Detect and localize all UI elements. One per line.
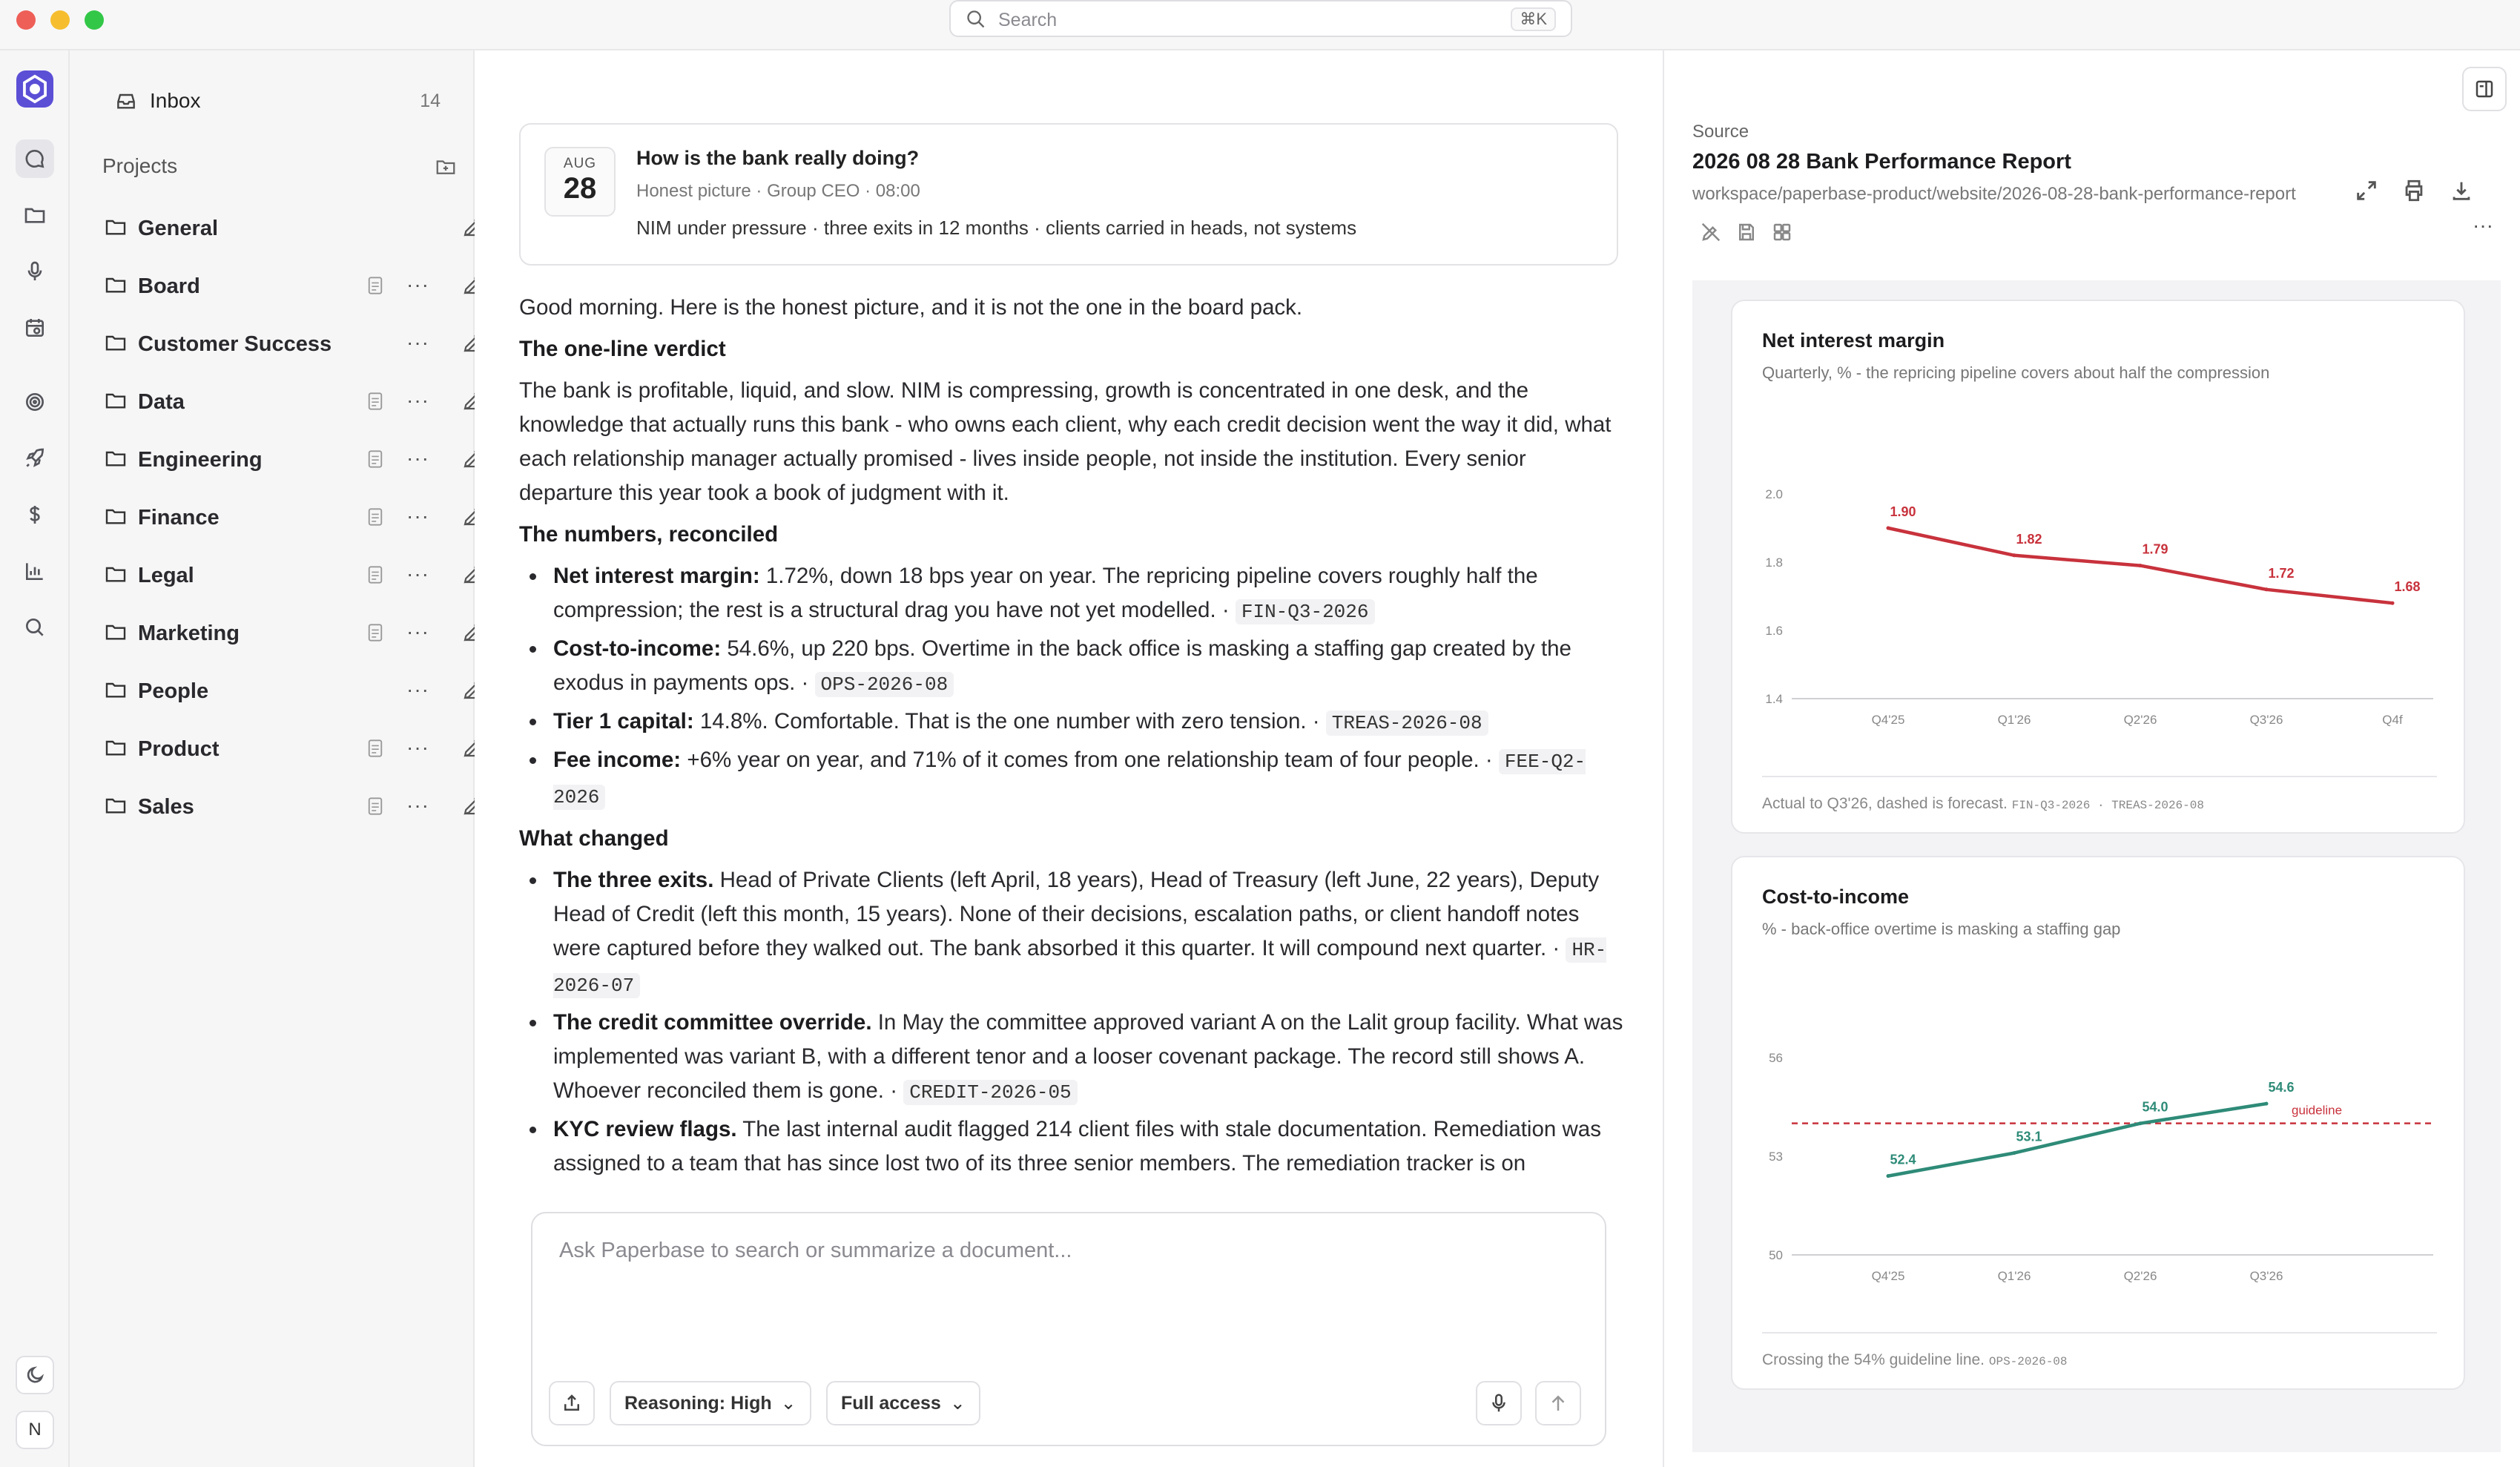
rail-goals[interactable] bbox=[16, 383, 54, 421]
more-options-icon[interactable]: ··· bbox=[406, 678, 429, 701]
item-label: Fee income: bbox=[553, 748, 682, 772]
nim-chart-card bbox=[1731, 300, 2465, 834]
chart-subtitle: Quarterly, % - the repricing pipeline covers about half the compression bbox=[1762, 363, 2270, 382]
app-logo[interactable] bbox=[16, 70, 54, 108]
document-icon bbox=[366, 797, 384, 816]
chart-title: Net interest margin bbox=[1762, 329, 1945, 352]
date-badge bbox=[544, 147, 616, 217]
y-tick-label: 2.0 bbox=[1765, 487, 1783, 501]
y-tick-label: 56 bbox=[1769, 1051, 1783, 1065]
folder-icon bbox=[104, 736, 128, 759]
list-item bbox=[519, 863, 1624, 1003]
data-point bbox=[2139, 1121, 2143, 1125]
folder-item[interactable] bbox=[104, 436, 452, 481]
projects-sidebar bbox=[70, 50, 475, 1467]
folder-item[interactable] bbox=[104, 610, 452, 654]
card-title: How is the bank really doing? bbox=[636, 147, 920, 169]
moon-icon bbox=[23, 1363, 47, 1387]
item-label: The three exits. bbox=[553, 868, 714, 892]
rail-folders[interactable] bbox=[16, 196, 54, 234]
citation-code[interactable]: CREDIT-2026-05 bbox=[903, 1080, 1077, 1105]
citation-code[interactable]: HR-2026-07 bbox=[553, 939, 1607, 997]
date-day: 28 bbox=[563, 172, 597, 205]
more-options-icon[interactable]: ··· bbox=[406, 794, 429, 817]
more-options-icon[interactable]: ··· bbox=[406, 446, 429, 469]
list-item bbox=[519, 632, 1624, 702]
inbox-item[interactable] bbox=[114, 86, 441, 116]
numbers-heading: The numbers, reconciled bbox=[519, 522, 779, 547]
search-placeholder: Search bbox=[998, 10, 1058, 30]
more-options-icon[interactable]: ··· bbox=[406, 736, 429, 759]
item-label: The credit committee override. bbox=[553, 1010, 872, 1035]
data-label: 1.72 bbox=[2268, 565, 2295, 581]
data-point bbox=[2265, 1102, 2269, 1106]
data-point bbox=[1887, 527, 1890, 530]
chat-area bbox=[475, 50, 1663, 1467]
numbers-list bbox=[519, 559, 1624, 814]
chart-divider bbox=[1762, 1332, 2437, 1334]
data-label: 54.6 bbox=[2268, 1080, 2295, 1095]
folder-label: People bbox=[138, 679, 209, 703]
data-point bbox=[2013, 553, 2016, 557]
item-text: In May the committee approved variant A on the Lalit group facility. What was implemented was variant B, with a different tenor and a looser covenant package. The record still shows A. Whoever reconciled them is gone. · bbox=[553, 1010, 1623, 1103]
folder-icon bbox=[104, 331, 128, 355]
search-shortcut: ⌘K bbox=[1511, 7, 1556, 31]
more-options-icon[interactable]: ··· bbox=[406, 389, 429, 412]
folder-item[interactable] bbox=[104, 263, 452, 307]
card-subtitle: Honest picture · Group CEO · 08:00 bbox=[636, 181, 920, 201]
chevron-down-icon: ⌄ bbox=[949, 1393, 966, 1414]
folder-icon bbox=[104, 620, 128, 644]
minimize-window-button[interactable] bbox=[50, 10, 70, 30]
rail-calendar[interactable] bbox=[16, 309, 54, 347]
list-item bbox=[519, 1112, 1624, 1181]
folder-label: Customer Success bbox=[138, 332, 332, 356]
source-panel bbox=[1663, 50, 2520, 1467]
magnifier-icon bbox=[23, 616, 47, 639]
access-label: Full access bbox=[841, 1393, 941, 1414]
greeting: Good morning. Here is the honest picture, and it is not the one in the board pack. bbox=[519, 295, 1303, 320]
more-options-icon[interactable]: ··· bbox=[406, 504, 429, 527]
item-text: Head of Private Clients (left April, 18 years), Head of Treasury (left June, 22 years), Deputy Head of Credit (left this month, 15 years). None of their decisions, escalation paths, or client handoff notes were captured before they walked out. The bank absorbed it this quarter. It will compound next quarter. · bbox=[553, 868, 1600, 960]
document-icon bbox=[366, 449, 384, 469]
folder-label: Legal bbox=[138, 564, 194, 587]
rail-launch[interactable] bbox=[16, 439, 54, 478]
document-icon bbox=[366, 623, 384, 642]
data-label: 53.1 bbox=[2016, 1129, 2042, 1144]
search-icon bbox=[966, 9, 986, 30]
item-text: 14.8%. Comfortable. That is the one number with zero tension. · bbox=[693, 709, 1326, 734]
changed-heading: What changed bbox=[519, 826, 669, 851]
footnote-codes: FIN-Q3-2026 · TREAS-2026-08 bbox=[2011, 799, 2204, 812]
guideline-label: guideline bbox=[2292, 1103, 2343, 1118]
data-point bbox=[2013, 1151, 2016, 1155]
card-summary: NIM under pressure · three exits in 12 months · clients carried in heads, not systems bbox=[636, 217, 1357, 239]
folder-item[interactable] bbox=[104, 494, 452, 538]
more-options-icon[interactable]: ··· bbox=[406, 562, 429, 585]
item-label: Cost-to-income: bbox=[553, 636, 722, 661]
folder-label: Finance bbox=[138, 506, 220, 530]
data-point bbox=[2139, 564, 2143, 567]
more-options-icon[interactable]: ··· bbox=[406, 620, 429, 643]
y-tick-label: 1.8 bbox=[1765, 556, 1783, 570]
projects-heading: Projects bbox=[102, 154, 178, 177]
chart-subtitle: % - back-office overtime is masking a staffing gap bbox=[1762, 920, 2121, 938]
folder-icon bbox=[104, 389, 128, 412]
data-point bbox=[2391, 601, 2395, 605]
reasoning-select[interactable] bbox=[610, 1381, 811, 1425]
source-title: 2026 08 28 Bank Performance Report bbox=[1692, 150, 2071, 174]
nim-line-chart bbox=[1732, 405, 2467, 820]
chart-footnote bbox=[1762, 1351, 2068, 1369]
citation-code[interactable]: OPS-2026-08 bbox=[815, 672, 954, 697]
y-tick-label: 1.4 bbox=[1765, 692, 1783, 706]
folder-item[interactable] bbox=[104, 205, 452, 249]
x-tick-label: Q1'26 bbox=[1997, 713, 2031, 727]
print-button[interactable] bbox=[2401, 178, 2427, 203]
hide-annotations-button[interactable] bbox=[1700, 221, 1722, 243]
expand-button[interactable] bbox=[2354, 178, 2379, 203]
download-button[interactable] bbox=[2449, 178, 2474, 203]
chart-footnote bbox=[1762, 795, 2204, 813]
data-point bbox=[2265, 587, 2269, 591]
cti-chart-card bbox=[1731, 856, 2465, 1390]
cti-line-chart bbox=[1732, 961, 2467, 1377]
maximize-window-button[interactable] bbox=[85, 10, 104, 30]
verdict-text: The bank is profitable, liquid, and slow. NIM is compressing, growth is concentrated in one desk, and the knowledge that actually runs this bank - who owns each client, why each credit decision went the way it did, what each relationship manager actually promised - lives inside people, not inside the institution. Every senior departure this year took a book of judgment with it. bbox=[519, 378, 1612, 505]
more-options-icon[interactable]: ··· bbox=[406, 331, 429, 354]
document-icon bbox=[366, 392, 384, 411]
data-label: 1.82 bbox=[2016, 531, 2042, 547]
citation-code[interactable]: FEE-Q2-2026 bbox=[553, 751, 1586, 808]
footnote-text: Crossing the 54% guideline line. bbox=[1762, 1351, 1985, 1368]
list-item bbox=[519, 705, 1624, 740]
rail-analytics[interactable] bbox=[16, 552, 54, 590]
folder-icon bbox=[104, 794, 128, 817]
item-text: 54.6%, up 220 bps. Overtime in the back office is masking a staffing gap created by the exodus in payments ops. · bbox=[553, 636, 1571, 695]
data-point bbox=[1887, 1174, 1890, 1178]
data-label: 52.4 bbox=[1890, 1152, 1916, 1167]
folder-icon bbox=[23, 203, 47, 227]
reasoning-label: Reasoning: High bbox=[624, 1393, 772, 1414]
target-icon bbox=[23, 390, 47, 414]
chart-divider bbox=[1762, 776, 2437, 777]
y-tick-label: 53 bbox=[1769, 1150, 1783, 1164]
document-viewer bbox=[1692, 280, 2501, 1452]
item-text: The last internal audit flagged 214 client files with stale documentation. Remediation was assigned to a team that has since lost two of its three senior members. The remediation tracker is on bbox=[553, 1117, 1601, 1176]
logo-icon bbox=[16, 70, 53, 108]
document-icon bbox=[366, 276, 384, 295]
calendar-icon bbox=[23, 316, 47, 340]
pen-off-icon bbox=[1700, 221, 1722, 243]
x-tick-label: Q2'26 bbox=[2123, 713, 2157, 727]
document-icon bbox=[366, 507, 384, 527]
inbox-label: Inbox bbox=[150, 89, 201, 112]
send-button[interactable] bbox=[1535, 1381, 1581, 1425]
series-line bbox=[1888, 1104, 2266, 1176]
user-avatar[interactable]: N bbox=[16, 1411, 54, 1449]
inbox-count: 14 bbox=[420, 90, 441, 111]
date-month: AUG bbox=[563, 156, 597, 171]
briefing-card[interactable] bbox=[519, 123, 1618, 266]
dollar-icon bbox=[23, 503, 47, 527]
voice-button[interactable] bbox=[1476, 1381, 1522, 1425]
close-window-button[interactable] bbox=[16, 10, 36, 30]
save-button[interactable] bbox=[1735, 221, 1758, 243]
document-icon bbox=[366, 739, 384, 758]
folder-item[interactable] bbox=[104, 783, 452, 828]
expand-icon bbox=[2354, 178, 2379, 203]
grid-view-button[interactable] bbox=[1771, 221, 1793, 243]
composer bbox=[531, 1212, 1606, 1446]
item-label: Net interest margin: bbox=[553, 564, 760, 588]
rocket-icon bbox=[23, 446, 47, 470]
rail-finance[interactable] bbox=[16, 495, 54, 534]
folder-label: Marketing bbox=[138, 622, 240, 645]
search-bar[interactable] bbox=[949, 0, 1572, 37]
sidebar-toggle-icon bbox=[2473, 78, 2496, 100]
folder-item[interactable] bbox=[104, 667, 452, 712]
folder-label: Sales bbox=[138, 795, 194, 819]
folder-label: Board bbox=[138, 274, 200, 298]
x-tick-label: Q4f bbox=[2382, 713, 2403, 727]
panel-toggle-button[interactable] bbox=[2462, 67, 2507, 111]
folder-label: General bbox=[138, 217, 218, 240]
x-tick-label: Q3'26 bbox=[2249, 713, 2283, 727]
folder-item[interactable] bbox=[104, 320, 452, 365]
data-label: 1.68 bbox=[2394, 579, 2421, 595]
microphone-icon bbox=[1488, 1392, 1510, 1414]
document-icon bbox=[366, 565, 384, 584]
upload-button[interactable] bbox=[549, 1381, 595, 1425]
arrow-up-icon bbox=[1547, 1392, 1569, 1414]
icon-rail bbox=[0, 50, 70, 1467]
chevron-down-icon: ⌄ bbox=[780, 1393, 796, 1414]
item-text: 1.72%, down 18 bps year on year. The repricing pipeline covers roughly half the compression; the rest is a structural drag you have not yet modelled. · bbox=[553, 564, 1538, 622]
folder-item[interactable] bbox=[104, 725, 452, 770]
chat-icon bbox=[23, 147, 47, 171]
folder-label: Engineering bbox=[138, 448, 263, 472]
source-path: workspace/paperbase-product/website/2026-08-28-bank-performance-report bbox=[1692, 184, 2296, 204]
y-tick-label: 50 bbox=[1769, 1248, 1783, 1262]
data-label: 1.90 bbox=[1890, 504, 1916, 519]
bar-chart-icon bbox=[23, 559, 47, 583]
upload-icon bbox=[561, 1392, 583, 1414]
folder-item[interactable] bbox=[104, 552, 452, 596]
download-icon bbox=[2449, 178, 2474, 203]
item-label: KYC review flags. bbox=[553, 1117, 737, 1141]
x-tick-label: Q2'26 bbox=[2123, 1269, 2157, 1283]
changed-list bbox=[519, 863, 1624, 1181]
x-tick-label: Q4'25 bbox=[1871, 1269, 1905, 1283]
assistant-message bbox=[519, 291, 1624, 1247]
folder-label: Data bbox=[138, 390, 185, 414]
grid-icon bbox=[1771, 221, 1793, 243]
footnote-codes: OPS-2026-08 bbox=[1988, 1355, 2068, 1368]
rail-voice[interactable] bbox=[16, 252, 54, 291]
data-label: 1.79 bbox=[2142, 541, 2168, 557]
list-item bbox=[519, 559, 1624, 629]
item-text: +6% year on year, and 71% of it comes from one relationship team of four people. · bbox=[681, 748, 1499, 772]
list-item bbox=[519, 743, 1624, 814]
y-tick-label: 1.6 bbox=[1765, 624, 1783, 638]
x-tick-label: Q4'25 bbox=[1871, 713, 1905, 727]
citation-code[interactable]: TREAS-2026-08 bbox=[1326, 711, 1488, 736]
rail-chat[interactable] bbox=[16, 139, 54, 178]
item-label: Tier 1 capital: bbox=[553, 709, 694, 734]
folder-icon bbox=[104, 273, 128, 297]
source-label: Source bbox=[1692, 122, 1749, 142]
new-folder-icon[interactable] bbox=[435, 156, 457, 178]
microphone-icon bbox=[23, 260, 47, 283]
theme-toggle[interactable] bbox=[16, 1356, 54, 1394]
folder-icon bbox=[104, 504, 128, 528]
save-icon bbox=[1735, 221, 1758, 243]
x-tick-label: Q3'26 bbox=[2249, 1269, 2283, 1283]
chart-title: Cost-to-income bbox=[1762, 886, 1909, 908]
folder-icon bbox=[104, 446, 128, 470]
inbox-icon bbox=[114, 89, 138, 113]
more-options-icon[interactable]: ··· bbox=[406, 273, 429, 296]
verdict-heading: The one-line verdict bbox=[519, 337, 726, 361]
folder-item[interactable] bbox=[104, 378, 452, 423]
composer-input[interactable]: Ask Paperbase to search or summarize a document... bbox=[559, 1239, 1072, 1262]
footnote-text: Actual to Q3'26, dashed is forecast. bbox=[1762, 795, 2008, 812]
citation-code[interactable]: FIN-Q3-2026 bbox=[1236, 599, 1375, 624]
access-select[interactable] bbox=[826, 1381, 980, 1425]
rail-search[interactable] bbox=[16, 608, 54, 647]
folder-icon bbox=[104, 562, 128, 586]
more-options-icon[interactable]: ··· bbox=[2473, 214, 2493, 237]
folder-label: Product bbox=[138, 737, 220, 761]
list-item bbox=[519, 1006, 1624, 1110]
folder-icon bbox=[104, 678, 128, 702]
title-bar bbox=[0, 0, 2520, 50]
x-tick-label: Q1'26 bbox=[1997, 1269, 2031, 1283]
printer-icon bbox=[2401, 178, 2427, 203]
folder-icon bbox=[104, 215, 128, 239]
data-label: 54.0 bbox=[2142, 1099, 2168, 1115]
